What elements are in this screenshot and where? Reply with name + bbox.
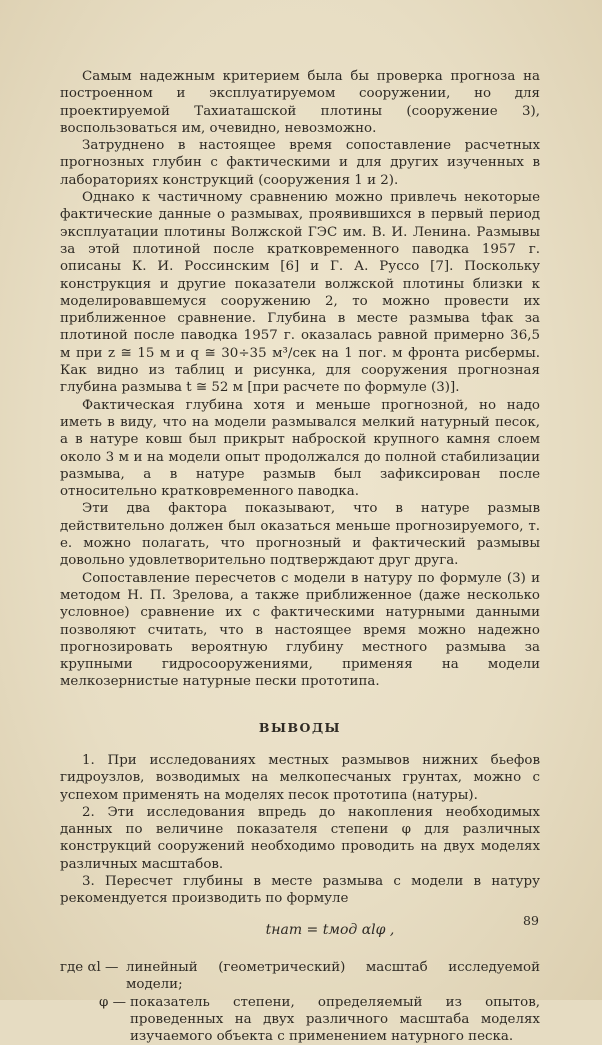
document-body (60, 68, 540, 1045)
conclusion-item: 3. Пересчет глубины в месте размыва с модели в натуру рекомендуется производить по формуле (60, 874, 540, 907)
paragraph: Фактическая глубина хотя и меньше прогнозной, но надо иметь в виду, что на модели размывался мелкий натурный песок, а в натуре ковш был прикрыт наброской крупного камня слоем около 3 м и на модели опыт продолжался до полной стабилизации размыва, а в натуре размыв был зафиксирован после относительно кратковременного паводка. (60, 397, 540, 500)
definition-item (60, 994, 540, 1045)
definition-text: линейный (геометрический) масштаб исследуемой модели; (126, 959, 540, 993)
page-number: 89 (523, 913, 539, 928)
paragraph: Эти два фактора показывают, что в натуре размыв действительно должен был оказаться меньше прогнозируемого, т. е. можно полагать, что прогнозный и фактический размывы довольно удовлетворительно подтверждают друг друга. (60, 501, 540, 569)
definition-text: показатель степени, определяемый из опытов, проведенных на двух различного масштаба моделях изучаемого объекта с применением натурного песка. (130, 994, 540, 1045)
formula: tнат = tмод αlφ , (265, 921, 395, 938)
definition-symbol: где αl — (60, 959, 119, 975)
paragraph: Однако к частичному сравнению можно привлечь некоторые фактические данные о размывах, проявившихся в первый период эксплуатации плотины Волжской ГЭС им. В. И. Ленина. Размывы за этой плотиной после кратковременного паводка 1957 г. описаны К. И. Россинским [6] и Г. А. Руссо [7]. Поскольку конструкция и другие показатели волжской плотины близки к моделировавшемуся сооружению 2, то можно провести их приближенное сравнение. Глубина в месте размыва tфак за плотиной после паводка 1957 г. оказалась равной примерно 36,5 м при z ≅ 15 м и q ≅ 30÷35 м³/сек на 1 пог. м фронта рисбермы. Как видно из таблиц и рисунка, для сооружения прогнозная глубина размыва t ≅ 52 м [при расчете по формуле (3)]. (60, 190, 540, 396)
section-heading: ВЫВОДЫ (258, 719, 342, 735)
definition-symbol: φ — (98, 994, 126, 1010)
conclusion-item: 2. Эти исследования впредь до накопления необходимых данных по величине показателя степени φ для различных конструкций сооружений необходимо проводить на двух моделях различных масштабов. (60, 804, 540, 872)
paragraph: Сопоставление пересчетов с модели в натуру по формуле (3) и методом Н. П. Зрелова, а также приближенное (даже несколько условное) сравнение их с фактическими натурными данными позволяют считать, что в настоящее время можно надежно прогнозировать вероятную глубину местного размыва за крупными гидросооружениями, применяя на модели мелкозернистые натурные пески прототипа. (60, 570, 540, 690)
definitions (60, 959, 540, 1045)
definition-item (60, 959, 540, 994)
paragraph: Самым надежным критерием была бы проверка прогноза на построенном и эксплуатируемом сооружении, но для проектируемой Тахиаташской плотины (сооружение 3), воспользоваться им, очевидно, невозможно. (60, 69, 540, 136)
conclusion-item: 1. При исследованиях местных размывов нижних бьефов гидроузлов, возводимых на мелкопесчаных грунтах, можно с успехом применять на моделях песок прототипа (натуры). (60, 752, 540, 803)
paragraph: Затруднено в настоящее время сопоставление расчетных прогнозных глубин с фактическими и для других изученных в лабораториях конструкций (сооружения 1 и 2). (60, 138, 540, 188)
